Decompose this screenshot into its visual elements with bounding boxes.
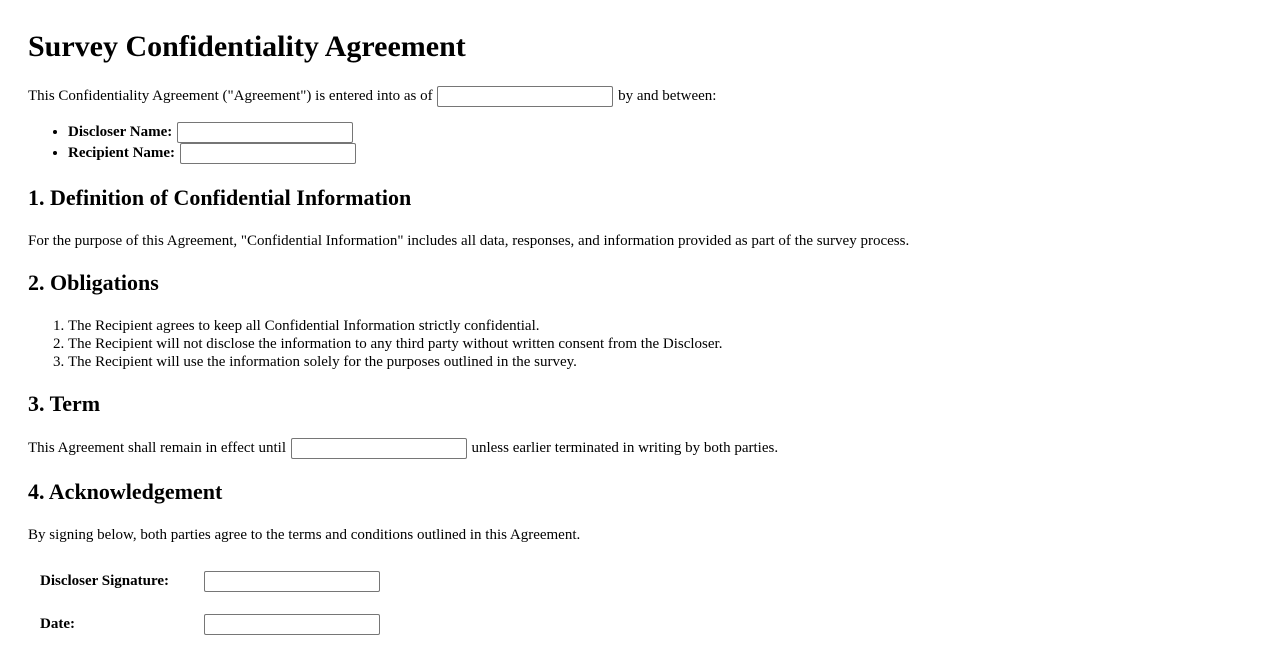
parties-list — [28, 122, 357, 164]
list-item: 3. The Recipient will use the information solely for the purposes outlined in the survey. — [68, 353, 722, 371]
term-end-date-input[interactable] — [291, 438, 467, 459]
obligations-list — [28, 317, 722, 371]
intro-paragraph — [28, 86, 716, 107]
term-paragraph — [28, 438, 778, 459]
intro-text-before: This Confidentiality Agreement ("Agreement") is entered into as of — [28, 88, 433, 104]
list-item-recipient — [68, 143, 357, 164]
page-title: Survey Confidentiality Agreement — [28, 30, 466, 63]
list-item: 1. The Recipient agrees to keep all Confidential Information strictly confidential. — [68, 317, 722, 335]
list-item-discloser — [68, 122, 357, 143]
signature-date-row — [40, 614, 381, 635]
term-heading: 3. Term — [28, 391, 101, 416]
list-item: 2. The Recipient will not disclose the information to any third party without written consent from the Discloser. — [68, 335, 722, 353]
discloser-name-input[interactable] — [177, 122, 353, 143]
discloser-name-label: Discloser Name: — [68, 124, 173, 140]
recipient-name-input[interactable] — [180, 143, 356, 164]
signature-date-label: Date: — [40, 616, 75, 632]
term-text-after: unless earlier terminated in writing by both parties. — [471, 440, 779, 456]
acknowledgement-heading: 4. Acknowledgement — [28, 479, 223, 504]
obligations-heading: 2. Obligations — [28, 270, 159, 295]
intro-text-after: by and between: — [618, 88, 717, 104]
discloser-signature-input[interactable] — [204, 571, 380, 592]
definition-paragraph: For the purpose of this Agreement, "Confidential Information" includes all data, responses, and information provided as part of the survey process. — [28, 233, 910, 249]
recipient-name-label: Recipient Name: — [68, 145, 176, 162]
term-text-before: This Agreement shall remain in effect until — [28, 440, 286, 456]
discloser-signature-row — [40, 571, 381, 592]
signature-date-input[interactable] — [204, 614, 380, 635]
discloser-signature-label: Discloser Signature: — [40, 573, 170, 589]
effective-date-input[interactable] — [437, 86, 613, 107]
definition-heading: 1. Definition of Confidential Information — [28, 185, 412, 210]
acknowledgement-paragraph: By signing below, both parties agree to the terms and conditions outlined in this Agreement. — [28, 527, 581, 543]
